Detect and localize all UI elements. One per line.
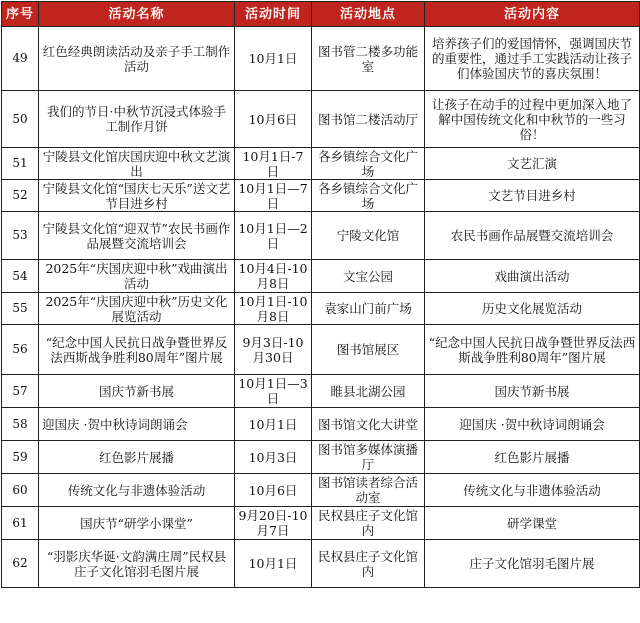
activity-content: 历史文化展览活动 (425, 293, 640, 325)
activity-content: 戏曲演出活动 (425, 260, 640, 293)
activity-place: 睢县北湖公园 (312, 375, 425, 408)
header-activity-place: 活动地点 (312, 2, 425, 27)
row-number: 59 (2, 441, 39, 474)
activity-name: 红色影片展播 (39, 441, 235, 474)
row-number: 58 (2, 408, 39, 441)
table-row (2, 507, 640, 540)
activity-time: 10月1日—3日 (235, 375, 312, 408)
activity-place: 各乡镇综合文化广场 (312, 180, 425, 212)
activity-place: 图书馆多媒体演播厅 (312, 441, 425, 474)
activity-name: 国庆节“研学小课堂” (39, 507, 235, 540)
activity-place: 民权县庄子文化馆内 (312, 507, 425, 540)
activity-place: 图书馆文化大讲堂 (312, 408, 425, 441)
table-row (2, 441, 640, 474)
activity-content: 培养孩子们的爱国情怀，强调国庆节的重要性，通过手工实践活动让孩子们体验国庆节的喜庆氛围！ (425, 27, 640, 91)
activity-place: 民权县庄子文化馆内 (312, 540, 425, 588)
activity-name: 宁陵县文化馆“国庆七天乐”送文艺节目进乡村 (39, 180, 235, 212)
activity-name: 传统文化与非遗体验活动 (39, 474, 235, 507)
activity-time: 10月3日 (235, 441, 312, 474)
row-number: 61 (2, 507, 39, 540)
row-number: 52 (2, 180, 39, 212)
activity-table (1, 1, 640, 588)
table-row (2, 212, 640, 260)
activity-name: 我们的节日·中秋节沉浸式体验手工制作月饼 (39, 91, 235, 148)
activity-name: “纪念中国人民抗日战争暨世界反法西斯战争胜利80周年”图片展 (39, 325, 235, 375)
table-header-row (2, 2, 640, 27)
row-number: 49 (2, 27, 39, 91)
activity-place: 袁家山门前广场 (312, 293, 425, 325)
header-number: 序号 (2, 2, 39, 27)
activity-place: 文宝公园 (312, 260, 425, 293)
activity-content: 研学课堂 (425, 507, 640, 540)
activity-content: 国庆节新书展 (425, 375, 640, 408)
table-row (2, 540, 640, 588)
table-row (2, 27, 640, 91)
activity-time: 10月1日-10月8日 (235, 293, 312, 325)
row-number: 50 (2, 91, 39, 148)
activity-name: 2025年“庆国庆迎中秋”戏曲演出活动 (39, 260, 235, 293)
activity-time: 10月1日 (235, 27, 312, 91)
table-row (2, 148, 640, 180)
activity-time: 10月6日 (235, 474, 312, 507)
table-row (2, 180, 640, 212)
header-activity-time: 活动时间 (235, 2, 312, 27)
activity-time: 9月20日-10月7日 (235, 507, 312, 540)
activity-content: 庄子文化馆羽毛图片展 (425, 540, 640, 588)
activity-name: “羽影庆华诞·文韵满庄周”民权县庄子文化馆羽毛图片展 (39, 540, 235, 588)
activity-content: 传统文化与非遗体验活动 (425, 474, 640, 507)
activity-time: 10月1日-7日 (235, 148, 312, 180)
header-activity-content: 活动内容 (425, 2, 640, 27)
header-activity-name: 活动名称 (39, 2, 235, 27)
table-row (2, 325, 640, 375)
activity-time: 10月1日—2日 (235, 212, 312, 260)
activity-name: 宁陵县文化馆“迎双节”农民书画作品展暨交流培训会 (39, 212, 235, 260)
row-number: 62 (2, 540, 39, 588)
activity-time: 10月4日-10月8日 (235, 260, 312, 293)
activity-time: 10月1日 (235, 540, 312, 588)
activity-content: “纪念中国人民抗日战争暨世界反法西斯战争胜利80周年”图片展 (425, 325, 640, 375)
row-number: 56 (2, 325, 39, 375)
row-number: 55 (2, 293, 39, 325)
table-row (2, 91, 640, 148)
activity-name: 红色经典朗读活动及亲子手工制作活动 (39, 27, 235, 91)
activity-name: 迎国庆 ·贺中秋诗词朗诵会 (39, 408, 235, 441)
table-row (2, 293, 640, 325)
row-number: 54 (2, 260, 39, 293)
activity-content: 红色影片展播 (425, 441, 640, 474)
activity-content: 文艺节目进乡村 (425, 180, 640, 212)
row-number: 51 (2, 148, 39, 180)
table-row (2, 474, 640, 507)
row-number: 57 (2, 375, 39, 408)
activity-place: 图书馆二楼活动厅 (312, 91, 425, 148)
activity-place: 图书管二楼多功能室 (312, 27, 425, 91)
activity-content: 让孩子在动手的过程中更加深入地了解中国传统文化和中秋节的一些习俗！ (425, 91, 640, 148)
activity-place: 各乡镇综合文化广场 (312, 148, 425, 180)
activity-time: 9月3日-10月30日 (235, 325, 312, 375)
activity-content: 农民书画作品展暨交流培训会 (425, 212, 640, 260)
activity-content: 迎国庆 ·贺中秋诗词朗诵会 (425, 408, 640, 441)
activity-time: 10月1日 (235, 408, 312, 441)
activity-place: 宁陵文化馆 (312, 212, 425, 260)
activity-time: 10月1日—7日 (235, 180, 312, 212)
activity-name: 2025年“庆国庆迎中秋”历史文化展览活动 (39, 293, 235, 325)
row-number: 60 (2, 474, 39, 507)
table-row (2, 408, 640, 441)
activity-name: 国庆节新书展 (39, 375, 235, 408)
table-row (2, 260, 640, 293)
activity-time: 10月6日 (235, 91, 312, 148)
activity-content: 文艺汇演 (425, 148, 640, 180)
activity-place: 图书馆读者综合活动室 (312, 474, 425, 507)
table-row (2, 375, 640, 408)
row-number: 53 (2, 212, 39, 260)
activity-place: 图书馆展区 (312, 325, 425, 375)
activity-name: 宁陵县文化馆庆国庆迎中秋文艺演出 (39, 148, 235, 180)
